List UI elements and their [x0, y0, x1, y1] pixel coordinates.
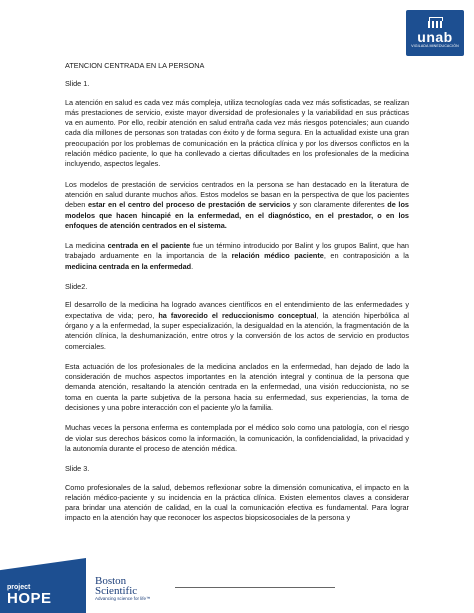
paragraph-3-text-d: . [191, 261, 194, 271]
paragraph-2-text-b: y son claramente diferentes [290, 200, 388, 210]
unab-wordmark: unab [417, 29, 453, 45]
project-hope-small-text: project [7, 584, 31, 591]
project-hope-big-text: HOPE [7, 590, 52, 607]
unab-subtitle: VIGILADA MINEDUCACIÓN [411, 44, 459, 48]
paragraph-2-bold-b: de los modelos que hacen hincapié en la enfermedad, en el diagnóstico, en el prestador, o en los enfoques de atención centrados en el sistema. [65, 200, 409, 230]
document-title: ATENCION CENTRADA EN LA PERSONA [65, 61, 205, 70]
building-icon [428, 17, 442, 29]
paragraph-3-bold-c: medicina centrada en la enfermedad [65, 261, 192, 271]
paragraph-5: Esta actuación de los profesionales de la medicina anclados en la enfermedad, han dejado de lado la consideración de muchos aspectos importantes en la atención integral y continua de la persona que demanda atención, resaltando la atención centrada en la enfermedad, una visión reduccionista, no se toma en cuenta la parte subjetiva de la persona hacia su enfermedad, sus experiencias, la toma de decisiones y una pobre interacción con el paciente y/o la familia. [65, 361, 409, 413]
document-body [65, 61, 409, 531]
signature-line [175, 587, 335, 588]
slide-1-label: Slide 1. [65, 79, 90, 89]
paragraph-4-text-b: , la atención hiperbólica al órgano y a la enfermedad, la super especialización, la desigualdad en la atención, la fragmentación de la atención clínica, la deshumanización, entre otros y la conversión de los actos de servicio en productos comerciales. [65, 310, 410, 351]
paragraph-3-text-a: La medicina [65, 241, 108, 251]
paragraph-3-text-b: fue un término introducido por Balint y los grupos Balint, que han trabajado arduamente en la importancia de la [65, 241, 409, 261]
paragraph-4 [65, 300, 409, 351]
paragraph-4-bold: ha favorecido el reduccionismo conceptual [158, 310, 317, 320]
bs-logo-line2: Scientific [95, 585, 138, 597]
bs-logo-tagline: Advancing science for life™ [95, 596, 151, 601]
paragraph-6: Muchas veces la persona enferma es contemplada por el médico solo como una patología, con el riesgo de violar sus derechos básicos como la información, la comunicación, la confidencialidad, la privacidad y la autonomía durante el proceso de atención médica. [65, 423, 409, 453]
boston-scientific-logo [95, 576, 151, 602]
paragraph-1: La atención en salud es cada vez más compleja, utiliza tecnologías cada vez más sofisticadas, se realizan más prestaciones de servicio, existe mayor diversidad de profesionales y la variabilidad en sus prácticas va en aumento. Por ello, recibir atención en salud entraña cada vez más riesgos potenciales; aun cuando cada día millones de personas son tratadas con éxito y de forma segura. En la actualidad existe una gran preocupación por los problemas de comunicación en la práctica clínica y por los diversos conflictos en la relación médico paciente, lo que ha conllevado a ciertas dificultades en los profesionales de la medicina incluyendo, aspectos legales. [65, 97, 409, 169]
paragraph-3-text-c: , en contraposición a la [323, 251, 409, 261]
project-hope-logo [7, 584, 52, 606]
paragraph-4-text-a: El desarrollo de la medicina ha logrado avances científicos en el entendimiento de las enfermedades y expectativa de vida; pero, [65, 300, 409, 320]
bs-logo-line1: Boston [95, 575, 127, 587]
paragraph-3-bold-b: relación médico paciente [231, 251, 324, 261]
paragraph-2-text-a: Los modelos de prestación de servicios centrados en la persona se han destacado en la literatura de atención en salud durante muchos años. Estos modelos se basan en la perspectiva de que los pacientes deben [65, 179, 409, 210]
paragraph-2-bold-a: estar en el centro del proceso de prestación de servicios [87, 200, 291, 210]
slide-2-label: Slide2. [65, 282, 88, 292]
paragraph-3-bold-a: centrada en el paciente [107, 241, 191, 251]
paragraph-7: Como profesionales de la salud, debemos reflexionar sobre la dimensión comunicativa, el impacto en la relación médico-paciente y su incidencia en la práctica clínica. Existen elementos claves a considerar para brindar una atención de calidad, en la cual la comunicación efectiva es fundamental. Para lograr impacto en la atención hay que reconocer los aspectos biopsicosociales de la persona y [65, 482, 409, 523]
paragraph-2 [65, 180, 409, 231]
unab-logo [406, 10, 464, 56]
slide-3-label: Slide 3. [65, 464, 90, 474]
paragraph-3 [65, 241, 409, 272]
